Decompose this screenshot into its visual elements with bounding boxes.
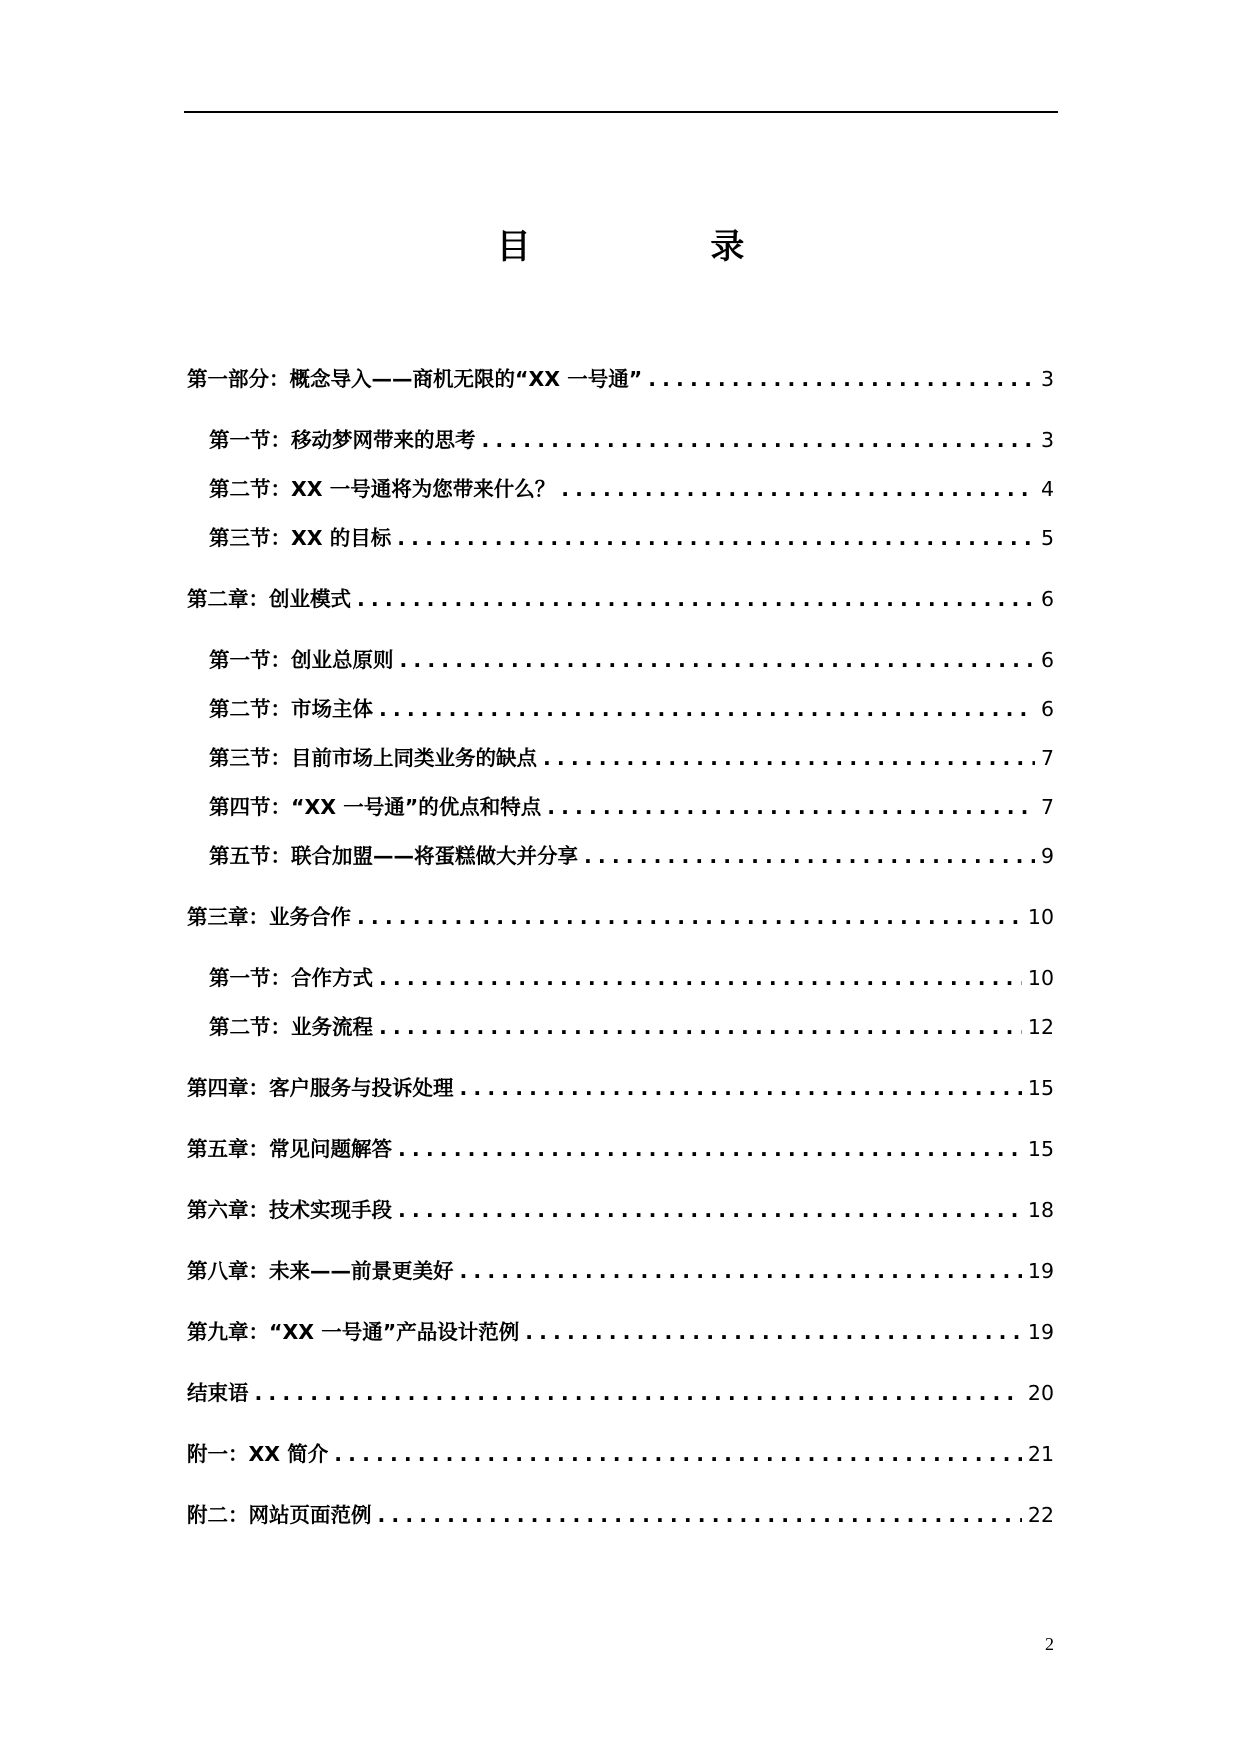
toc-leader-dots [460, 1254, 1022, 1288]
toc-entry-page: 19 [1027, 1259, 1054, 1283]
toc-entry-page: 18 [1027, 1198, 1054, 1222]
toc-entry-label: 第一节：移动梦网带来的思考 [209, 428, 476, 452]
toc-entry-chapter2-sec4[interactable] [209, 790, 1054, 824]
toc-leader-dots [379, 1010, 1022, 1044]
toc-entry-chapter4[interactable] [187, 1071, 1054, 1105]
toc-entry-page: 20 [1027, 1381, 1054, 1405]
toc-entry-chapter2[interactable] [187, 582, 1054, 616]
toc-entry-page: 15 [1027, 1076, 1054, 1100]
toc-entry-label: 第四节：“XX 一号通”的优点和特点 [209, 795, 542, 819]
toc-entry-page: 12 [1027, 1015, 1054, 1039]
toc-entry-page: 19 [1027, 1320, 1054, 1344]
toc-entry-chapter9[interactable] [187, 1315, 1054, 1349]
toc-entry-part1[interactable] [187, 362, 1054, 396]
toc-entry-label: 第五节：联合加盟——将蛋糕做大并分享 [209, 844, 578, 868]
toc-entry-page: 22 [1027, 1503, 1054, 1527]
toc-entry-page: 5 [1040, 526, 1054, 550]
toc-leader-dots [357, 582, 1035, 616]
toc-entry-page: 15 [1027, 1137, 1054, 1161]
toc-entry-conclusion[interactable] [187, 1376, 1054, 1410]
toc-leader-dots [482, 423, 1035, 457]
toc-entry-page: 4 [1040, 477, 1054, 501]
toc-entry-label: 结束语 [187, 1381, 249, 1405]
toc-entry-label: 第二章：创业模式 [187, 587, 351, 611]
toc-entry-label: 第三章：业务合作 [187, 905, 351, 929]
toc-entry-chapter6[interactable] [187, 1193, 1054, 1227]
toc-entry-page: 6 [1040, 697, 1054, 721]
toc-entry-page: 6 [1040, 587, 1054, 611]
toc-leader-dots [255, 1376, 1022, 1410]
toc-leader-dots [398, 1132, 1022, 1166]
toc-leader-dots [334, 1437, 1022, 1471]
toc-entry-label: 第二节：市场主体 [209, 697, 373, 721]
toc-title: 目 录 [496, 227, 829, 267]
toc-leader-dots [379, 961, 1022, 995]
toc-leader-dots [584, 839, 1035, 873]
toc-entry-page: 6 [1040, 648, 1054, 672]
toc-leader-dots [378, 1498, 1022, 1532]
toc-entry-label: 第五章：常见问题解答 [187, 1137, 392, 1161]
toc-entry-label: 第九章：“XX 一号通”产品设计范例 [187, 1320, 520, 1344]
toc-entry-page: 3 [1040, 367, 1054, 391]
toc-entry-chapter3[interactable] [187, 900, 1054, 934]
toc-entry-label: 第三节：目前市场上同类业务的缺点 [209, 746, 537, 770]
toc-leader-dots [397, 521, 1035, 555]
toc-leader-dots [398, 1193, 1022, 1227]
toc-entry-chapter2-sec3[interactable] [209, 741, 1054, 775]
toc-leader-dots [648, 362, 1035, 396]
toc-entry-label: 第二节：XX 一号通将为您带来什么？ [209, 477, 556, 501]
toc-entry-label: 第一部分：概念导入——商机无限的“XX 一号通” [187, 367, 643, 391]
toc-entry-page: 7 [1040, 795, 1054, 819]
toc-entry-chapter2-sec5[interactable] [209, 839, 1054, 873]
toc-entry-label: 第三节：XX 的目标 [209, 526, 392, 550]
toc-entry-page: 9 [1040, 844, 1054, 868]
toc-entry-label: 第二节：业务流程 [209, 1015, 373, 1039]
toc-entry-page: 10 [1027, 966, 1054, 990]
toc-entry-chapter2-sec2[interactable] [209, 692, 1054, 726]
toc-entry-label: 附一：XX 简介 [187, 1442, 329, 1466]
toc-leader-dots [460, 1071, 1022, 1105]
header-rule [184, 111, 1058, 113]
toc-leader-dots [561, 472, 1035, 506]
toc-entry-part1-sec1[interactable] [209, 423, 1054, 457]
toc-entry-page: 10 [1027, 905, 1054, 929]
toc-entry-label: 第八章：未来——前景更美好 [187, 1259, 454, 1283]
toc-entry-label: 附二：网站页面范例 [187, 1503, 372, 1527]
toc-entry-chapter8[interactable] [187, 1254, 1054, 1288]
toc-leader-dots [543, 741, 1035, 775]
toc-leader-dots [400, 643, 1035, 677]
toc-entry-page: 3 [1040, 428, 1054, 452]
toc-entry-appendix2[interactable] [187, 1498, 1054, 1532]
page-number: 2 [1045, 1634, 1054, 1654]
toc-entry-chapter5[interactable] [187, 1132, 1054, 1166]
toc-entry-part1-sec3[interactable] [209, 521, 1054, 555]
toc-entry-page: 7 [1040, 746, 1054, 770]
toc-leader-dots [547, 790, 1035, 824]
toc-entry-chapter3-sec1[interactable] [209, 961, 1054, 995]
toc-entry-appendix1[interactable] [187, 1437, 1054, 1471]
toc-entry-label: 第一节：创业总原则 [209, 648, 394, 672]
toc-entry-label: 第一节：合作方式 [209, 966, 373, 990]
toc-leader-dots [357, 900, 1022, 934]
toc-leader-dots [379, 692, 1035, 726]
toc-entry-label: 第四章：客户服务与投诉处理 [187, 1076, 454, 1100]
toc-entry-chapter2-sec1[interactable] [209, 643, 1054, 677]
toc-leader-dots [525, 1315, 1022, 1349]
toc-entry-part1-sec2[interactable] [209, 472, 1054, 506]
toc-entry-label: 第六章：技术实现手段 [187, 1198, 392, 1222]
toc-entry-page: 21 [1027, 1442, 1054, 1466]
toc-entry-chapter3-sec2[interactable] [209, 1010, 1054, 1044]
